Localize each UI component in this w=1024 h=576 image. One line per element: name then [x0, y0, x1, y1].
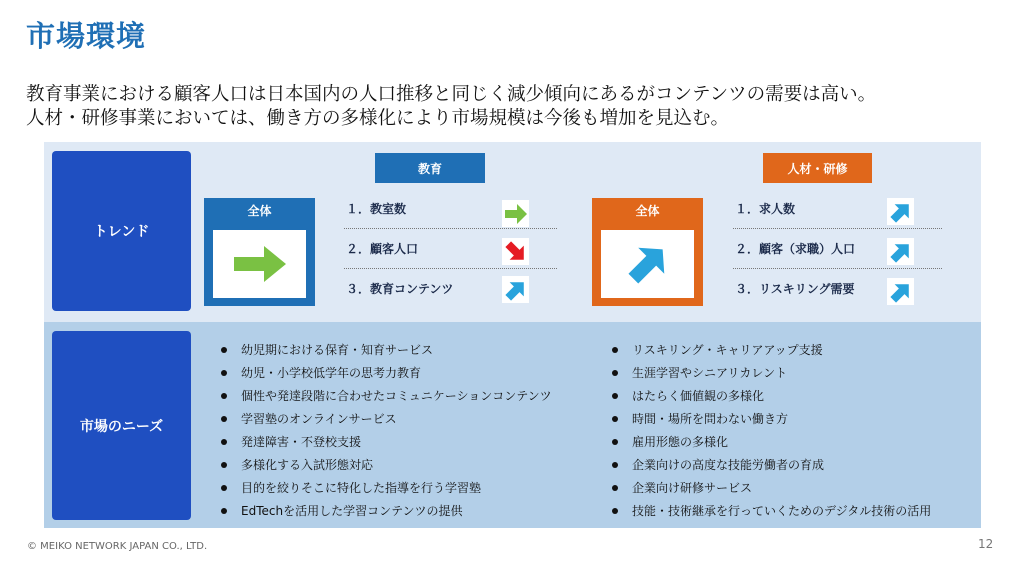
- list-item: リスキリング・キャリアアップ支援: [612, 338, 931, 361]
- education-row-label: １．教室数: [346, 202, 407, 216]
- hr-row-label: ３．リスキリング需要: [735, 282, 855, 296]
- hr-overall-box: [592, 198, 703, 306]
- bullet-icon: [221, 439, 227, 445]
- page-title: 市場環境: [26, 19, 147, 53]
- up-right-arrow-icon: [889, 200, 913, 224]
- education-row-2: [344, 228, 557, 269]
- up-right-arrow-icon: [625, 241, 671, 287]
- list-item: 多様化する入試形態対応: [221, 453, 552, 476]
- education-header: 教育: [375, 153, 485, 183]
- education-row-label: ２．顧客人口: [346, 242, 419, 256]
- bullet-icon: [221, 393, 227, 399]
- list-item: 技能・技術継承を行っていくためのデジタル技術の活用: [612, 499, 931, 522]
- list-item: EdTechを活用した学習コンテンツの提供: [221, 499, 552, 522]
- list-item: 企業向けの高度な技能労働者の育成: [612, 453, 931, 476]
- copyright-footer: © MEIKO NETWORK JAPAN CO., LTD.: [27, 541, 208, 552]
- education-needs-list: [221, 338, 552, 522]
- bullet-icon: [221, 485, 227, 491]
- bullet-icon: [612, 370, 618, 376]
- hr-overall-label: 全体: [635, 204, 660, 218]
- hr-row-2: [733, 228, 942, 269]
- education-row-3: [344, 268, 557, 308]
- list-item: 生涯学習やシニアリカレント: [612, 361, 931, 384]
- hr-row-label: １．求人数: [735, 202, 796, 216]
- bullet-icon: [612, 508, 618, 514]
- hr-row-label: ２．顧客（求職）人口: [735, 242, 856, 256]
- list-item: 学習塾のオンラインサービス: [221, 407, 552, 430]
- up-right-arrow-icon: [889, 280, 913, 304]
- bullet-icon: [612, 393, 618, 399]
- bullet-icon: [221, 370, 227, 376]
- bullet-icon: [221, 347, 227, 353]
- bullet-icon: [612, 439, 618, 445]
- hr-header: 人材・研修: [763, 153, 872, 183]
- hr-row-1: [733, 188, 942, 229]
- list-item: 企業向け研修サービス: [612, 476, 931, 499]
- right-arrow-icon: [232, 244, 288, 284]
- hr-needs-list: [612, 338, 931, 522]
- bullet-icon: [221, 508, 227, 514]
- list-item: 個性や発達段階に合わせたコミュニケーションコンテンツ: [221, 384, 552, 407]
- education-overall-label: 全体: [247, 204, 272, 218]
- bullet-icon: [612, 416, 618, 422]
- bullet-icon: [612, 485, 618, 491]
- list-item: はたらく価値観の多様化: [612, 384, 931, 407]
- education-row-label: ３．教育コンテンツ: [346, 282, 454, 296]
- list-item: 幼児・小学校低学年の思考力教育: [221, 361, 552, 384]
- list-item: 目的を絞りそこに特化した指導を行う学習塾: [221, 476, 552, 499]
- education-overall-box: [204, 198, 315, 306]
- page-number: 12: [978, 537, 994, 551]
- up-right-arrow-icon: [889, 240, 913, 264]
- lead-text-1: 教育事業における顧客人口は日本国内の人口推移と同じく減少傾向にあるがコンテンツの需要は高い。: [26, 84, 877, 105]
- bullet-icon: [221, 462, 227, 468]
- hr-row-3: [733, 268, 942, 308]
- education-row-1: [344, 188, 557, 229]
- needs-label: 市場のニーズ: [52, 331, 191, 520]
- list-item: 幼児期における保育・知育サービス: [221, 338, 552, 361]
- bullet-icon: [612, 347, 618, 353]
- bullet-icon: [612, 462, 618, 468]
- list-item: 時間・場所を問わない働き方: [612, 407, 931, 430]
- down-right-arrow-icon: [504, 240, 528, 264]
- trend-label: トレンド: [52, 151, 191, 311]
- lead-text-2: 人材・研修事業においては、働き方の多様化により市場規模は今後も増加を見込む。: [26, 108, 730, 129]
- right-arrow-icon: [504, 203, 528, 225]
- list-item: 雇用形態の多様化: [612, 430, 931, 453]
- up-right-arrow-icon: [504, 278, 528, 302]
- bullet-icon: [221, 416, 227, 422]
- list-item: 発達障害・不登校支援: [221, 430, 552, 453]
